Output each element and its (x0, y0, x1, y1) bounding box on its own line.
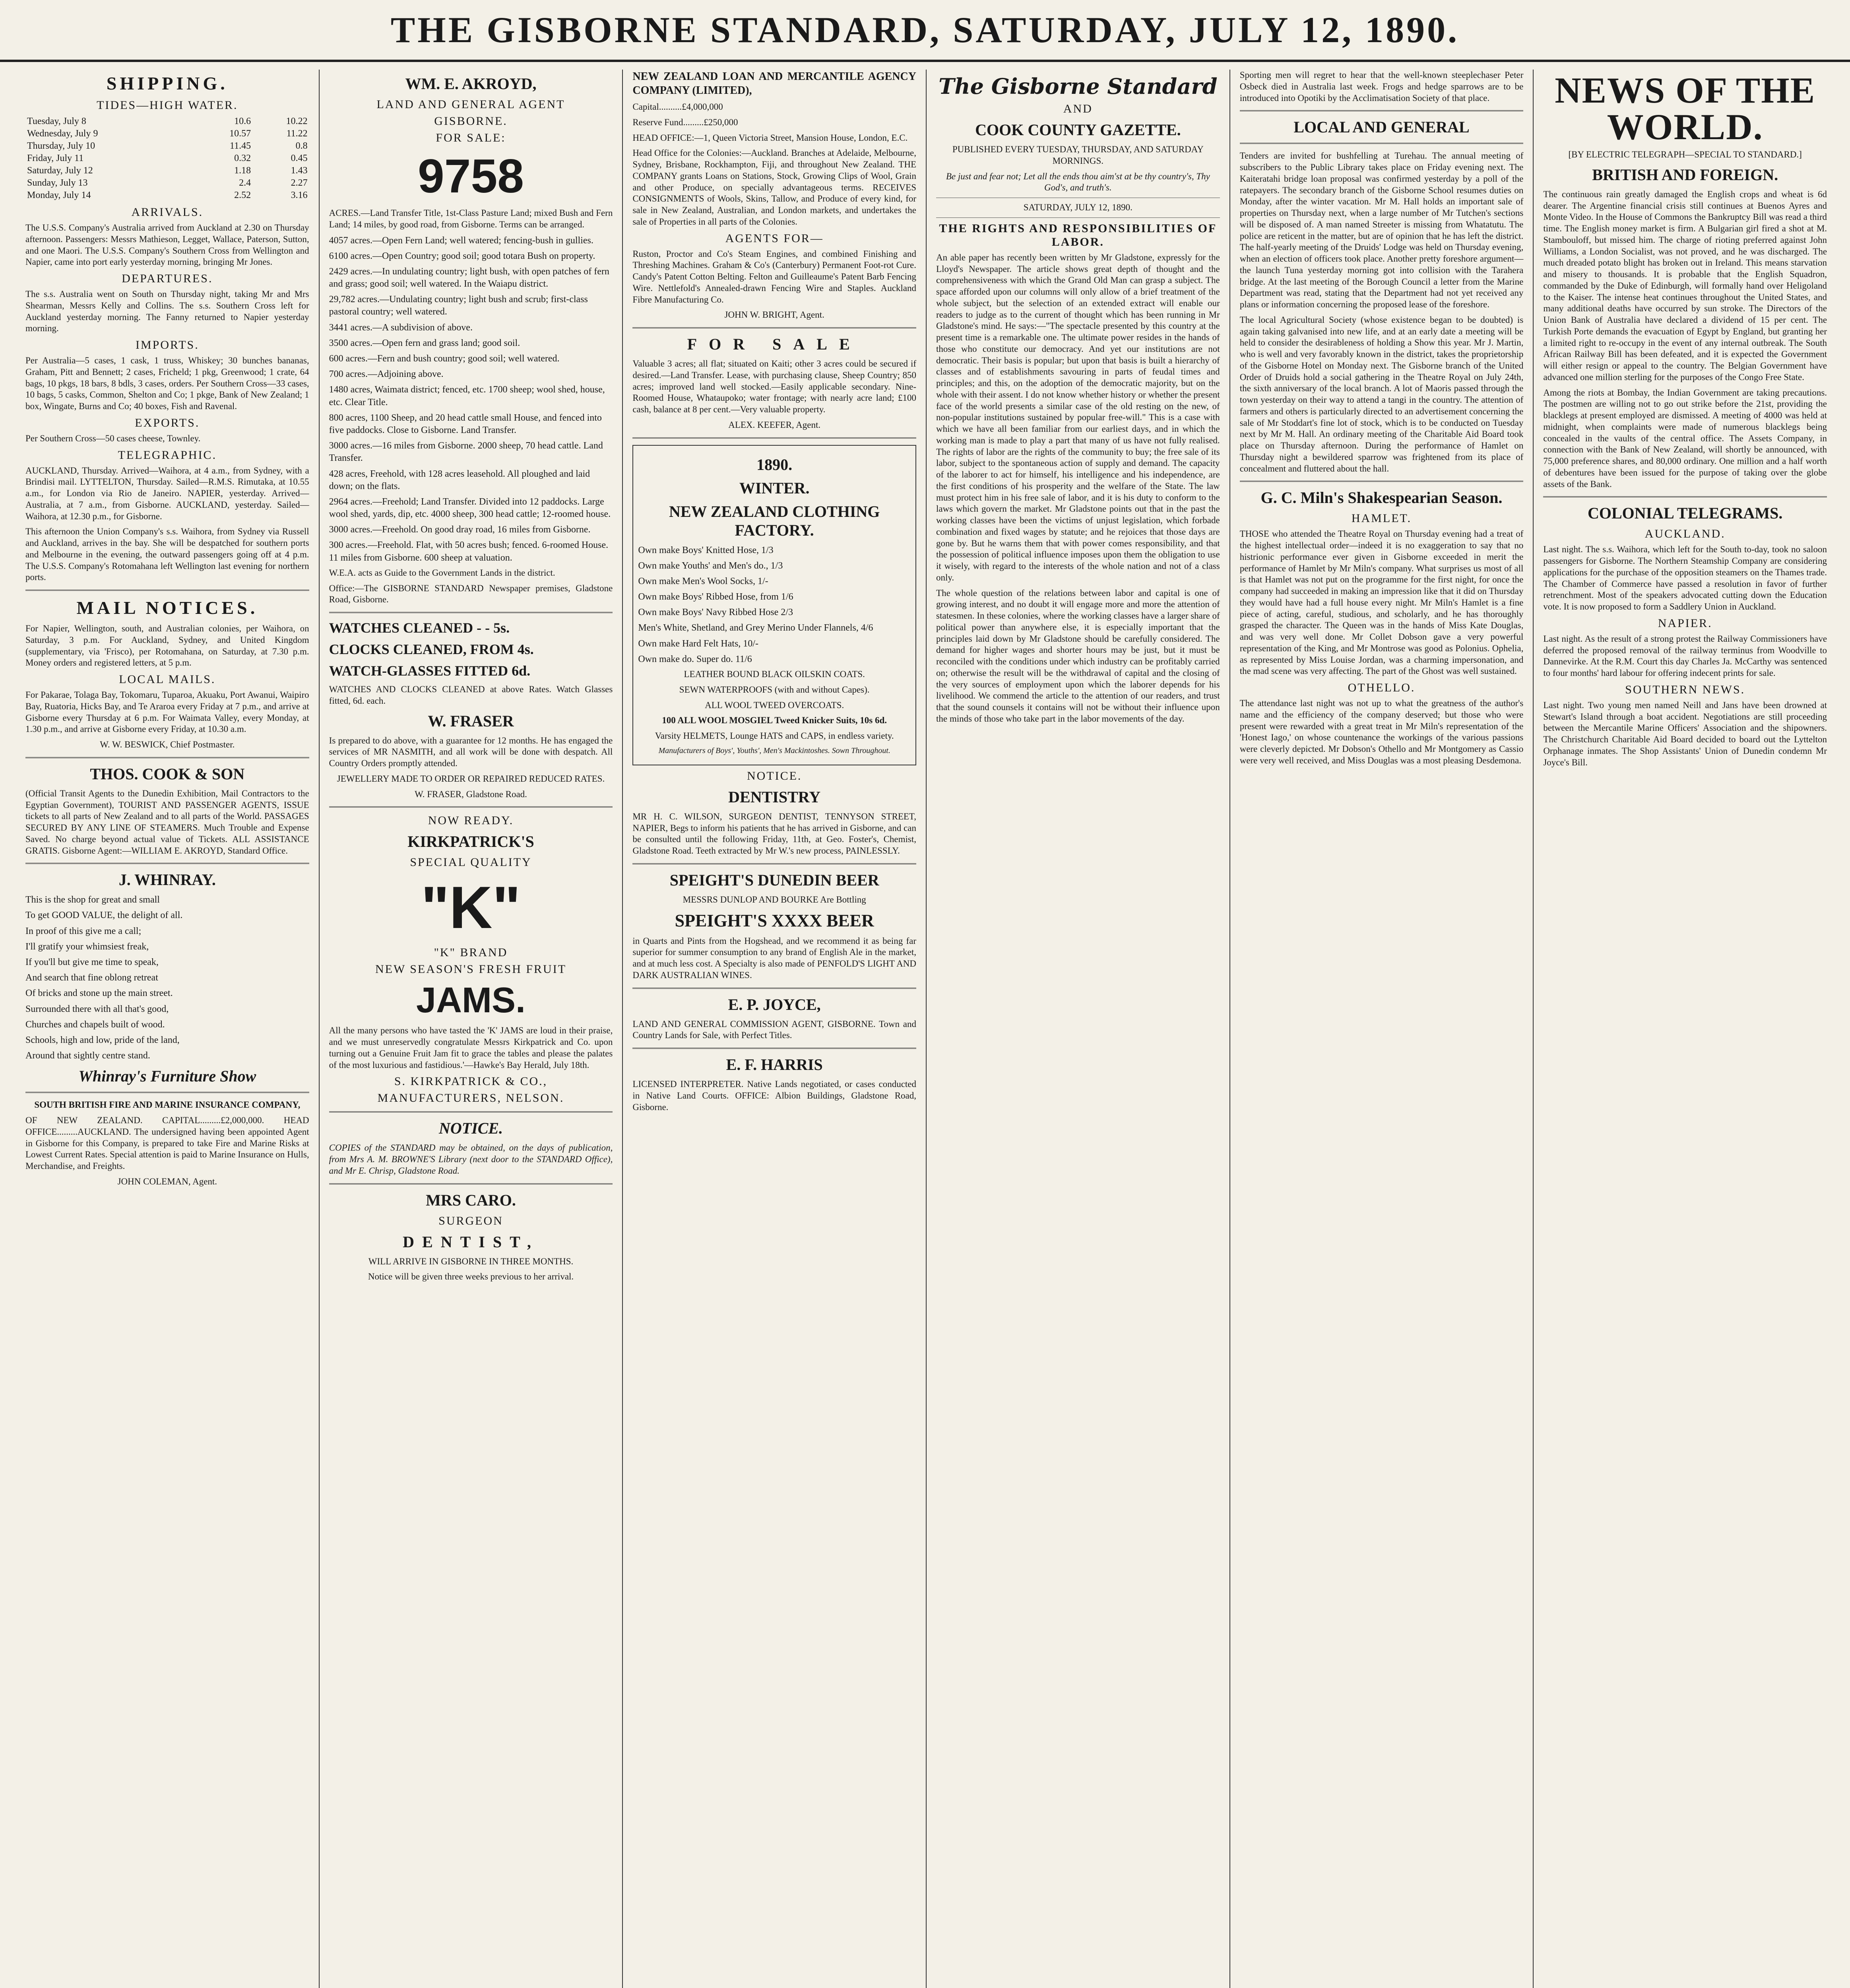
divider (329, 1111, 613, 1112)
winter-year: 1890. (756, 455, 793, 474)
column-shipping (16, 70, 320, 1988)
wea-office: Office:—The GISBORNE STANDARD Newspaper premises, Gladstone Road, Gisborne. (329, 583, 613, 605)
table-row (25, 177, 309, 189)
helmets: Varsity HELMETS, Lounge HATS and CAPS, in endless variety. (655, 731, 894, 741)
capital: Capital..........£4,000,000 (632, 102, 723, 112)
masthead (0, 0, 1850, 62)
nzloan-title: NEW ZEALAND LOAN AND MERCANTILE AGENCY COMPANY (LIMITED), (632, 70, 917, 97)
tide-pm: 11.22 (286, 128, 308, 139)
divider (25, 863, 309, 864)
land-listing: 600 acres.—Fern and bush country; good soil; well watered. (329, 353, 560, 364)
tide-pm: 0.45 (291, 153, 308, 163)
divider (25, 757, 309, 758)
watch-line-3: WATCH-GLASSES FITTED 6d. (329, 663, 531, 679)
whinray-line: And search that fine oblong retreat (25, 973, 158, 983)
caro-dentist: DENTIST, (403, 1233, 539, 1251)
agents-title: AGENTS FOR— (725, 231, 824, 245)
fraser-jewellery: JEWELLERY MADE TO ORDER OR REPAIRED REDUCED RATES. (337, 773, 605, 784)
columns (16, 70, 1836, 1988)
clothing-item: Own make Boys' Navy Ribbed Hose 2/3 (638, 607, 793, 618)
akroyd-title: WM. E. AKROYD, (405, 75, 537, 93)
watch-text: WATCHES AND CLOCKS CLEANED at above Rates. Watch Glasses fitted, 6d. each. (329, 684, 613, 706)
whinray-line: If you'll but give me time to speak, (25, 957, 159, 967)
whinray-line: This is the shop for great and small (25, 895, 160, 905)
boots-3: ALL WOOL TWEED OVERCOATS. (705, 700, 844, 710)
insurance-agent: JOHN COLEMAN, Agent. (117, 1176, 217, 1186)
tide-pm: 10.22 (286, 116, 308, 126)
land-text: ACRES.—Land Transfer Title, 1st-Class Pasture Land; mixed Bush and Fern Land; 14 miles, by good road, from Gisborne. Terms can be arranged. (329, 208, 613, 229)
reserve: Reserve Fund.........£250,000 (632, 117, 738, 127)
land-listing: 29,782 acres.—Undulating country; light bush and scrub; first-class pastoral country; well watered. (329, 294, 588, 317)
imports-title: IMPORTS. (135, 338, 199, 351)
mail-notices-title: MAIL NOTICES. (76, 598, 258, 618)
land-listing: 3500 acres.—Open fern and grass land; good soil. (329, 338, 520, 348)
divider (1240, 143, 1524, 144)
whinray-show: Whinray's Furniture Show (78, 1067, 256, 1085)
akroyd-sub: LAND AND GENERAL AGENT (376, 98, 565, 111)
napier-title: NAPIER. (1658, 616, 1712, 630)
speights-sub: MESSRS DUNLOP AND BOURKE Are Bottling (683, 894, 866, 905)
side-label: Manufacturers of Boys', Youths', Men's Mackintoshes. Sown Throughout. (658, 746, 890, 755)
land-listing: 2429 acres.—In undulating country; light bush, with open patches of fern and grass; good soil; well watered. In the Waiapu district. (329, 266, 609, 289)
nzloan-text: Head Office for the Colonies:—Auckland. Branches at Adelaide, Melbourne, Sydney, Brisbane, Rockhampton, Fiji, and throughout New Zealand. THE COMPANY grants Loans on Stations, Stock, Growing Clips of Wool, Grain and other Produce, on specially advantageous terms. RECEIVES CONSIGNMENTS of Wools, Skins, Tallow, and Produce of every kind, for sale in New Zealand, Australian, and London markets, and undertakes the sale of Properties in all parts of the Colonies. (632, 148, 917, 227)
insurance-text: OF NEW ZEALAND. CAPITAL.........£2,000,000. HEAD OFFICE.........AUCKLAND. The undersigned having been appointed Agent in Gisborne for this Company, is prepared to take Fire and Marine Risks at Lowest Current Rates. Special attention is paid to Marine Insurance on Hulls, Merchandise, and Freights. (25, 1115, 309, 1171)
divider (1543, 496, 1827, 497)
watch-line-2: CLOCKS CLEANED, FROM 4s. (329, 641, 534, 658)
tide-day: Friday, July 11 (27, 153, 84, 163)
fraser-text: Is prepared to do above, with a guarantee for 12 months. He has engaged the services of MR NASMITH, and all work will be done with despatch. All Country Orders promptly attended. (329, 735, 613, 769)
land-listing: 3000 acres.—16 miles from Gisborne. 2000 sheep, 70 head cattle. Land Transfer. (329, 441, 603, 464)
editorial-text-2: The whole question of the relations between labor and capital is one of growing interest, and no doubt it will engage more and more the attention of statesmen. In these colonies, where the working classes have a larger share of political power than anywhere else, it is especially important that the principles laid down by Mr Gladstone should be carefully considered. The demand for higher wages and shorter hours may be just, but it must be reconciled with the conditions under which industry can be profitably carried on; otherwise the result will be the withdrawal of capital and the closing of the very sources of employment upon which the laborer depends for his livelihood. We commend the article to the attention of our readers, and trust that the sound counsels it contains will not be without their influence upon the minds of those who take part in the labor movements of the day. (936, 588, 1220, 724)
byline: [BY ELECTRIC TELEGRAPH—SPECIAL TO STANDARD.] (1568, 149, 1802, 159)
divider (632, 437, 916, 439)
arrivals-title: ARRIVALS. (131, 206, 204, 219)
tide-pm: 3.16 (291, 190, 308, 200)
caro-title: MRS CARO. (426, 1191, 516, 1209)
tide-pm: 0.8 (295, 141, 308, 151)
kirk-jams: JAMS. (416, 980, 526, 1021)
wilson-text: MR H. C. WILSON, SURGEON DENTIST, TENNYSON STREET, NAPIER, Begs to inform his patients that he has arrived in Gisborne, and can be consulted until the following Friday, 11th, at Geo. Foster's, Chemist, Gladstone Road. Teeth extracted by Mr W.'s new process, PAINLESSLY. (632, 811, 917, 856)
speights-big: SPEIGHT'S XXXX BEER (675, 911, 874, 930)
notice-title: NOTICE. (438, 1119, 503, 1138)
mail-text: For Napier, Wellington, south, and Australian colonies, per Waihora, on Saturday, 3 p.m. For Auckland, Sydney, and United Kingdom (supplementary, via 'Frisco), per Rotomahana, on Saturday, at 7.30 p.m. Money orders and registered letters, at 5 p.m. (25, 623, 309, 668)
table-row (25, 165, 309, 177)
kirk-new: NEW SEASON'S FRESH FRUIT (375, 963, 567, 976)
divider (1240, 110, 1524, 111)
whinray-title: J. WHINRAY. (118, 871, 216, 889)
divider (632, 863, 916, 864)
whinray-line: Surrounded there with all that's good, (25, 1004, 169, 1014)
clothing-item: Own make Boys' Ribbed Hose, from 1/6 (638, 592, 793, 602)
clothing-item: Own make Men's Wool Socks, 1/- (638, 576, 768, 586)
milns-title: G. C. Miln's Shakespearian Season. (1260, 489, 1503, 507)
tide-day: Thursday, July 10 (27, 141, 95, 151)
colonial-title: COLONIAL TELEGRAMS. (1587, 504, 1783, 522)
clothing-item: Own make Hard Felt Hats, 10/- (638, 638, 758, 649)
caro-sub: SURGEON (438, 1214, 503, 1227)
table-row (25, 115, 309, 128)
land-listing: 800 acres, 1100 Sheep, and 20 head cattle small House, and fenced into five paddocks. Close to Gisborne. Land Transfer. (329, 412, 602, 435)
tide-am: 1.18 (234, 165, 251, 176)
kirk-maker2: MANUFACTURERS, NELSON. (377, 1091, 564, 1105)
tide-am: 10.57 (229, 128, 251, 139)
postmaster: W. W. BESWICK, Chief Postmaster. (100, 740, 235, 749)
divider (329, 1183, 613, 1184)
paper-name: The Gisborne Standard (939, 74, 1218, 99)
watch-line-1: WATCHES CLEANED - - 5s. (329, 620, 510, 636)
tide-am: 2.4 (239, 178, 251, 188)
whinray-line: I'll gratify your whimsiest freak, (25, 941, 149, 952)
divider (632, 988, 916, 989)
local-mails-text: For Pakarae, Tolaga Bay, Tokomaru, Tuparoa, Akuaku, Port Awanui, Waipiro Bay, Ruatoria, Hicks Bay, and Te Araroa every Friday at 7 p.m., and arrive at Gisborne every Thursday at 6 p.m. For Waimata Valley, every Monday, at 1.30 p.m., and arrive at Gisborne every Friday, at 10.30 a.m. (25, 690, 309, 734)
news-title: NEWS OF THE WORLD. (1555, 70, 1816, 147)
clothing-item: Own make Youths' and Men's do., 1/3 (638, 560, 783, 571)
for-sale-2-text: Valuable 3 acres; all flat; situated on Kaiti; other 3 acres could be secured if desired.—Land Transfer. Lease, with purchasing clause, Sheep Country; 850 acres; improved land well stocked.—Easily applicable secondary. Nine-Roomed House, Whataupoko; water frontage; with nearly acre land; £100 cash, balance at 8 per cent.—Very valuable property. (632, 359, 917, 414)
napier-text: Last night. As the result of a strong protest the Railway Commissioners have deferred the proposed removal of the railway terminus from Woodville to Dannevirke. At the R.M. Court this day Charles Ja. McCarthy was sentenced to four months' hard labour for offering indecent prints for sale. (1543, 633, 1827, 678)
wea-text: W.E.A. acts as Guide to the Government Lands in the district. (329, 567, 555, 578)
dentistry-title: DENTISTRY (728, 788, 821, 806)
joyce-title: E. P. JOYCE, (728, 995, 821, 1013)
divider (329, 612, 613, 613)
kirk-sub: SPECIAL QUALITY (410, 856, 532, 869)
editorial-date: SATURDAY, JULY 12, 1890. (1023, 202, 1132, 212)
clothing-item: Own make Boys' Knitted Hose, 1/3 (638, 545, 774, 555)
caro-text: WILL ARRIVE IN GISBORNE IN THREE MONTHS. (368, 1256, 574, 1266)
divider (1240, 481, 1524, 482)
divider (632, 327, 916, 328)
local-mails-title: LOCAL MAILS. (119, 673, 216, 686)
tide-am: 2.52 (234, 190, 251, 200)
tide-day: Sunday, July 13 (27, 178, 88, 188)
local-text-2: The local Agricultural Society (whose existence began to be doubted) is again taking galvanised into new life, and at an early date a meeting will be held to consider the desirableness of holding a Show this year. Mr J. Martin, who is well and very favorably known in the district, takes the proprietorship of the Gisborne Hotel on Monday next. The Gisborne branch of the United Order of Druids hold a social gathering in the Theatre Royal on July 24th, the sixth anniversary of the local branch. A lot of Maoris passed through the town yesterday on their way to attend a tangi in the country. The attention of farmers and others is particularly directed to an advertisement concerning the sale of Mr Stoddart's fine lot of stock, which is to be conducted on Tuesday next by Mr M. Hall. An ordinary meeting of the Charitable Aid Board took place on Thursday afternoon. During the performance of Hamlet on Thursday night a bewildered sparrow was frightened from its place of concealment and fluttered about the hall. (1239, 315, 1524, 474)
exports-title: EXPORTS. (135, 416, 200, 429)
departures-text: The s.s. Australia went on South on Thursday night, taking Mr and Mrs Shearman, Messrs Kelly and Collins. The s.s. Southern Cross left for Auckland yesterday morning. The Fanny returned to Napier yesterday morning. (25, 289, 309, 334)
tide-day: Saturday, July 12 (27, 165, 93, 176)
bright-agent: JOHN W. BRIGHT, Agent. (724, 310, 824, 320)
tide-am: 11.45 (230, 141, 251, 151)
tide-pm: 2.27 (291, 178, 308, 188)
local-text: Tenders are invited for bushfelling at Turehau. The annual meeting of subscribers to the Public Library takes place on Friday evening next. The Kaiteratahi bridge loan proposal was confirmed yesterday by a poll of the ratepayers. The secondary branch of the Gisborne School resumes duties on Monday, after the winter vacation. Mr M. Hall holds an important sale of properties on Thursday next, when a large number of Mr Tutchen's sections will be disposed of. A man named Streeter is missing from Whatatutu. The police are reticent in the matter, but are of opinion that he has left the district. The half-yearly meeting of the Druids' Lodge was held on Thursday evening, when an election of officers took place. Another pretty foreshore argument—the launch Tuna yesterday morning got into collision with the Tarahera bridge. At the last meeting of the Borough Council a letter from the Marine Department was read, stating that the Department had not yet received any plans or information concerning the proposed lease of the foreshore. (1239, 151, 1524, 309)
land-listing: 1480 acres, Waimata district; fenced, etc. 1700 sheep; wool shed, house, etc. Clear Title. (329, 384, 605, 408)
auckland-title: AUCKLAND. (1644, 527, 1726, 541)
kirk-maker: S. KIRKPATRICK & CO., (394, 1075, 548, 1088)
cook-title: THOS. COOK & SON (90, 765, 245, 783)
land-listing: 428 acres, Freehold, with 128 acres leasehold. All ploughed and laid down; on the flats. (329, 468, 590, 491)
othello-text: The attendance last night was not up to what the greatness of the author's name and the efficiency of the company deserved; but those who were present were rewarded with a great treat in Mr Miln's representation of the 'Honest Iago,' on whose countenance the workings of the various passions were cleverly depicted. Mr Dobson's Othello and Mr Montgomery as Cassio were very well received, and Miss Douglas was a most pleasing Desdemona. (1239, 698, 1524, 765)
whinray-line: Of bricks and stone up the main street. (25, 988, 173, 999)
column-ads-2 (623, 70, 927, 1988)
notice-text: COPIES of the STANDARD may be obtained, on the days of publication, from Mrs A. M. BROWNE'S Library (next door to the STANDARD Office), and Mr E. Chrisp, Gladstone Road. (329, 1143, 613, 1176)
big-acre-number: 9758 (418, 149, 524, 203)
editorial-title: THE RIGHTS AND RESPONSIBILITIES OF LABOR. (939, 221, 1217, 248)
whinray-line: In proof of this give me a call; (25, 926, 142, 936)
divider (25, 1092, 309, 1093)
editorial-text: An able paper has recently been written by Mr Gladstone, expressly for the Lloyd's Newspaper. The article shows great depth of thought and the comprehensiveness with which the Grand Old Man can grasp a subject. The space afforded upon our columns will only allow of a brief treatment of the whole subject, but the selection of an extended extract will enable our readers to judge as to the current of thought which has been running in Mr Gladstone's mind. He says:—"The spectacle presented by this country at the present time is a remarkable one. The ultimate power resides in the hands of those who constitute our democracy. And yet our institutions are not democratic. Their basis is popular; but upon that basis is built a hierarchy of classes and of establishments savouring in parts of feudal times and principles; and this, on the adoption of the democratic majority, but on the whole with their assent. I do not know whether history or whether the present face of the world presents a similar case of the old resting on the new, of non-popular institutions sustained by popular free-will." This is a case with which we have all been familiar from our earliest days, and in which the working man is made to play a part that many of us have not fully realised. The rights of labor are the rights of the community to buy; the free sale of its labor, subject to the spontaneous action of supply and demand. The capacity of the laborer to act for himself, his intelligence and his independence, are the first conditions of his prosperity and the welfare of the State. The law must protect him in his free sale of labor, and it is his duty to conform to the laws which govern the market. Mr Gladstone points out that in the past the working classes have been the victims of unjust legislation, which forbade combination and fixed wages by statute; and he rejoices that those days are gone by. But he warns them that with power comes responsibility, and that the possession of political influence imposes upon them the obligation to use it wisely, with regard to the interests of the whole nation and not of a class only. (936, 252, 1220, 582)
winter: WINTER. (739, 479, 810, 497)
whinray-line: Schools, high and low, pride of the land, (25, 1035, 180, 1045)
whinray-line: To get GOOD VALUE, the delight of all. (25, 910, 183, 921)
column-ads-1 (320, 70, 623, 1988)
southern-title: SOUTHERN NEWS. (1625, 683, 1745, 696)
tide-day: Wednesday, July 9 (27, 128, 98, 139)
agents-text: Ruston, Proctor and Co's Steam Engines, and combined Finishing and Threshing Machines. Graham & Co's (Canterbury) Permanent Foot-rot Cure. Candy's Patent Cotton Belting. Felton and Guilleaume's Patent Barb Fencing Wire. Nettlefold's Annealed-drawn Fencing Wire and Staples. Auckland Fibre Manufacturing Co. (632, 248, 917, 305)
othello-title: OTHELLO. (1348, 681, 1416, 694)
land-listing: 300 acres.—Freehold. Flat, with 50 acres bush; fenced. 6-roomed House. 11 miles from Gisborne. 600 sheep at valuation. (329, 540, 609, 563)
tide-am: 10.6 (234, 116, 251, 126)
land-listing: 700 acres.—Adjoining above. (329, 369, 444, 380)
table-row (25, 189, 309, 202)
head-office: HEAD OFFICE:—1, Queen Victoria Street, Mansion House, London, E.C. (632, 132, 908, 143)
caro-notice: Notice will be given three weeks previous to her arrival. (368, 1272, 574, 1282)
divider (329, 806, 613, 808)
tides-table (25, 115, 309, 202)
land-listing: 6100 acres.—Open Country; good soil; good totara Bush on property. (329, 250, 595, 261)
tides-title: TIDES—HIGH WATER. (97, 99, 238, 112)
telegraphic-title: TELEGRAPHIC. (118, 448, 217, 462)
land-listing: 2964 acres.—Freehold; Land Transfer. Divided into 12 paddocks. Large wool shed, yards, dip, etc. 4000 sheep, 300 head cattle; 12-roomed house. (329, 496, 611, 520)
column-world-news (1534, 70, 1836, 1988)
table-row (25, 152, 309, 165)
kirk-title: KIRKPATRICK'S (407, 833, 534, 851)
fraser-title: W. FRASER (428, 712, 514, 730)
local-title: LOCAL AND GENERAL (1293, 118, 1470, 136)
whinray-line: Around that sightly centre stand. (25, 1050, 150, 1061)
akroyd-place: GISBORNE. (434, 115, 508, 128)
published: PUBLISHED EVERY TUESDAY, THURSDAY, AND SATURDAY MORNINGS. (952, 144, 1204, 166)
hamlet-text: THOSE who attended the Theatre Royal on Thursday evening had a treat of the highest intellectual order—indeed it is no exaggeration to say that no histrionic performance ever given in Gisborne exceeded in merit the performance of Hamlet by Mr Miln's company. What surprises us most of all is that Hamlet was not put on the programme for the first night, for once the company had succeeded in making an impression like that it did on Thursday they would have had a full house every night. Mr Miln's Hamlet is a fine piece of acting, careful, studious, and scholarly, and he has thoroughly grasped the character. The Queen was in the hands of Miss Kate Douglas, and was very well done. Mr Collet Dobson gave a very powerful representation of the King, and Mr Montrose was good as Polonius. Ophelia, as represented by Miss Louise Jordan, was a charming impersonation, and the mad scene was very affecting. The part of the Ghost was well sustained. (1239, 529, 1524, 676)
masthead-title: THE GISBORNE STANDARD, SATURDAY, JULY 12, 1890. (390, 10, 1460, 50)
for-sale-2: FOR SALE (687, 335, 862, 353)
divider (25, 590, 309, 591)
now-ready: NOW READY. (428, 814, 514, 827)
kirk-brand: "K" BRAND (434, 946, 508, 959)
telegraphic-text: AUCKLAND, Thursday. Arrived—Waihora, at 4 a.m., from Sydney, with a Brindisi mail. LYTTELTON, Thursday. Sailed—R.M.S. Rimutaka, at 10.55 a.m., for London via Rio de Janeiro. NAPIER, yesterday. Arrived—Australia, at 7 a.m., from Gisborne. AUCKLAND, yesterday. Sailed—Waihora, at 12.30 p.m., for Gisborne. (25, 465, 309, 521)
speights-text: in Quarts and Pints from the Hogshead, and we recommend it as being far superior for summer consumption to any brand of English Ale in the market, and at much less cost. A Specialty is also made of PENFOLD'S LIGHT AND DARK AUSTRALIAN WINES. (632, 936, 917, 980)
mosgiel: 100 ALL WOOL MOSGIEL Tweed Knicker Suits, 10s 6d. (662, 715, 887, 726)
tide-pm: 1.43 (291, 165, 308, 176)
harris-title: E. F. HARRIS (726, 1056, 823, 1074)
boots-1: LEATHER BOUND BLACK OILSKIN COATS. (684, 669, 865, 679)
departures-title: DEPARTURES. (122, 272, 213, 285)
insurance-title: SOUTH BRITISH FIRE AND MARINE INSURANCE COMPANY, (34, 1100, 301, 1110)
clothing-title: NEW ZEALAND CLOTHING FACTORY. (669, 502, 880, 539)
clothing-item: Men's White, Shetland, and Grey Merino Under Flannels, 4/6 (638, 623, 873, 633)
table-row (25, 140, 309, 152)
joyce-text: LAND AND GENERAL COMMISSION AGENT, GISBORNE. Town and Country Lands for Sale, with Perfect Titles. (632, 1019, 917, 1041)
kirk-quote: All the many persons who have tasted the 'K' JAMS are loud in their praise, and we must unreservedly congratulate Messrs Kirkpatrick and Co. upon turning out a Genuine Fruit Jam fit to grace the tables and please the palates of the most luxurious and fastidious.'—Hawke's Bay Herald, July 18th. (329, 1025, 613, 1070)
harris-text: LICENSED INTERPRETER. Native Lands negotiated, or cases conducted in Native Land Courts. OFFICE: Albion Buildings, Gladstone Road, Gisborne. (632, 1079, 917, 1112)
keefer-agent: ALEX. KEEFER, Agent. (728, 419, 821, 430)
british-title: BRITISH AND FOREIGN. (1592, 165, 1778, 184)
notice-2: NOTICE. (747, 769, 802, 782)
tide-am: 0.32 (234, 153, 251, 163)
speights-title: SPEIGHT'S DUNEDIN BEER (669, 871, 879, 889)
column-editorial (927, 70, 1230, 1988)
arrivals-text: The U.S.S. Company's Australia arrived from Auckland at 2.30 on Thursday afternoon. Passengers: Messrs Mathieson, Legget, Wallace, Paterson, Sutton, and one Maori. The U.S.S. Company's Southern Cross from Wellington and Napier, came into port early yesterday morning, bringing Mr Jones. (25, 223, 309, 267)
british-text: The continuous rain greatly damaged the English crops and wheat is 6d dearer. The Argentine financial crisis still continues at Buenos Ayres and Monte Video. In the House of Commons the Bankruptcy Bill was read a third time. The English money market is firm. A Bulgarian girl fired a shot at M. Stambouloff, but missed him. The charge of rioting preferred against John Williams, a London Socialist, was not proved, and he was discharged. The much dreaded potato blight has broken out in Ireland. This means starvation and misery to thousands. It is probable that the English Squadron, commanded by the Duke of Edinburgh, will formally hand over Heligoland to the Kaiser. The intense heat continues throughout the United States, and many additional deaths have occurred by sun stroke. The Directors of the Union Bank of Australia have declared a dividend of 15 per cent. The Turkish Porte demands the evacuation of Egypt by England, but granting her a limited right to re-occupy in the event of any internal outbreak. The South African Railway Bill has been defeated, and it is expected the Government will either resign or appeal to the country. The Belgian Government have advanced one million sterling for the purposes of the Congo Free State. (1543, 189, 1827, 382)
column-local (1230, 70, 1534, 1988)
fraser-address: W. FRASER, Gladstone Road. (415, 789, 527, 799)
land-listing: 3000 acres.—Freehold. On good dray road, 16 miles from Gisborne. (329, 524, 591, 535)
cook-text: (Official Transit Agents to the Dunedin Exhibition, Mail Contractors to the Egyptian Government), TOURIST AND PASSENGER AGENTS, ISSUE tickets to all parts of New Zealand and to all parts of the World. PASSAGES SECURED BY ANY LINE OF STEAMERS. Much Trouble and Expense Saved. No charge beyond actual value of Tickets. ALL ASSISTANCE GRATIS. Gisborne Agent:—WILLIAM E. AKROYD, Standard Office. (25, 788, 309, 856)
clothing-item: Own make do. Super do. 11/6 (638, 654, 752, 664)
intro-text: Sporting men will regret to hear that the well-known steeplechaser Peter Osbeck died in Australia last week. Frogs and hedge sparrows are to be introduced into Opotiki by the Acclimatisation Society of that place. (1239, 70, 1524, 103)
table-row (25, 128, 309, 140)
british-text-2: Among the riots at Bombay, the Indian Government are taking precautions. The postmen are willing not to go out strike before the 21st, providing the blacklegs at present employed are dismissed. A meeting of 4000 was held at midnight, when complaints were made of numerous blacklegs being concealed in the vaults of the central office. The Assets Company, in connection with the Bank of New Zealand, will shortly be announced, with 75,000 preference shares, and 80,000 ordinary. One million and a half worth of debentures have been issued for the purpose of taking over the globe assets of the Bank. (1543, 387, 1827, 489)
steamer-text: This afternoon the Union Company's s.s. Waihora, from Sydney via Russell and Auckland, arrives in the bay. She will be despatched for southern ports and Melbourne in the evening, the outward passengers going off at 4 p.m. The U.S.S. Company's Rotomahana left Wellington last evening for northern ports. (25, 526, 309, 582)
exports-text: Per Southern Cross—50 cases cheese, Townley. (25, 433, 201, 443)
imports-text: Per Australia—5 cases, 1 cask, 1 truss, Whiskey; 30 bunches bananas, Graham, Pitt and Bennett; 2 cases, Fricheld; 1 pkg, Greenwood; 1 crate, 64 bags, 10 pkgs, 18 bars, 8 bdls, 3 cases, orders. Per Southern Cross—33 cases, 10 bags, 5 casks, Common, Shelton and Co; 1 pkge, Bank of New Zealand; 1 box, Wingate, Burns and Co; 40 boxes, Fish and Ravenal. (25, 355, 309, 411)
divider (936, 217, 1220, 218)
tide-day: Tuesday, July 8 (27, 116, 86, 126)
boots-2: SEWN WATERPROOFS (with and without Capes). (679, 684, 870, 695)
shipping-title: SHIPPING. (106, 73, 228, 93)
southern-text: Last night. Two young men named Neill and Jans have been drowned at Stewart's Island through a boat accident. Negotiations are still proceeding between the Mercantile Marine Officers' Association and the shipowners. The Christchurch Charitable Aid Board decided to board out the Lyttelton Orphanage inmates. The Shop Assistants' Union of Dunedin condemn Mr Joyce's Bill. (1543, 700, 1827, 767)
clothing-box (632, 445, 916, 765)
auckland-text: Last night. The s.s. Waihora, which left for the South to-day, took no saloon passengers for Gisborne. The Northern Steamship Company are considering applications for the purchase of the opposition steamers on the Thames trade. The Chamber of Commerce have passed a resolution in favor of further retrenchment. Most of the speakers advocated cutting down the Education vote. It is now proposed to form a Saddlery Union in Auckland. (1543, 544, 1827, 612)
tide-day: Monday, July 14 (27, 190, 91, 200)
land-listing: 3441 acres.—A subdivision of above. (329, 322, 473, 333)
whinray-line: Churches and chapels built of wood. (25, 1019, 165, 1030)
paper-and: AND (1063, 102, 1093, 115)
kirk-k: "K" (421, 874, 521, 941)
for-sale: FOR SALE: (436, 131, 506, 144)
hamlet-title: HAMLET. (1351, 512, 1412, 525)
motto: Be just and fear not; Let all the ends thou aim'st at be thy country's, Thy God's, and truth's. (946, 171, 1210, 193)
divider (632, 1048, 916, 1049)
land-listing: 4057 acres.—Open Fern Land; well watered; fencing-bush in gullies. (329, 235, 593, 246)
paper-sub: COOK COUNTY GAZETTE. (975, 121, 1181, 139)
